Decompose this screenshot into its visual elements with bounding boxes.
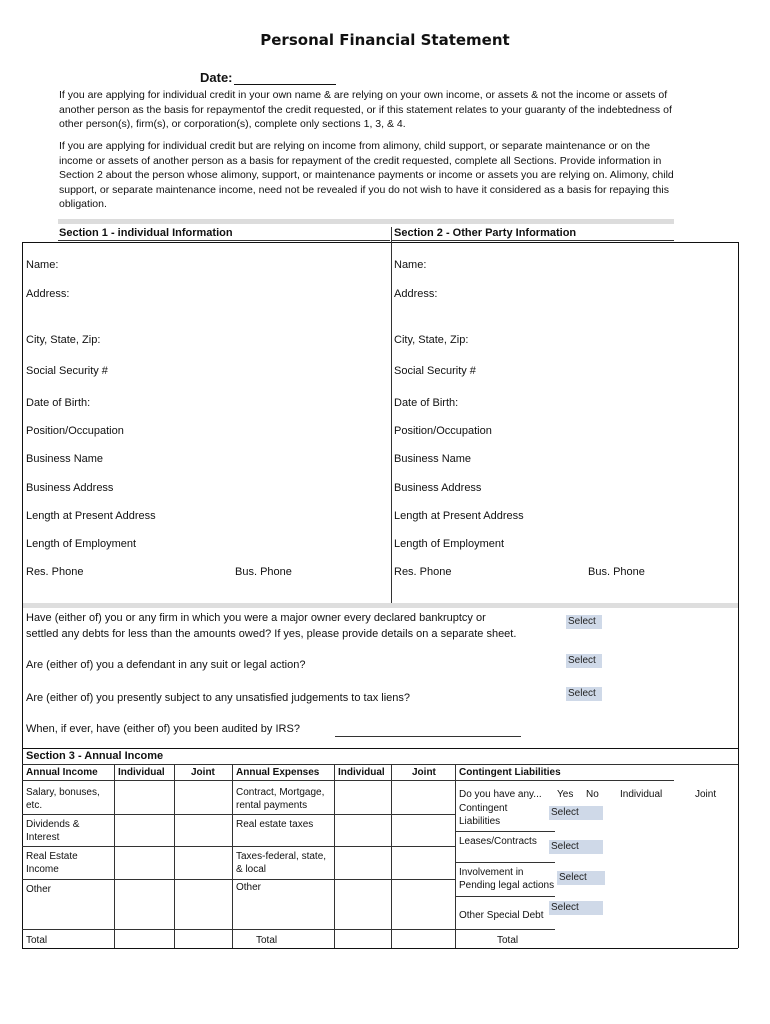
s1-length-employment-label: Length of Employment	[26, 538, 137, 550]
intro-paragraph-1: If you are applying for individual credit in your own name & are relying on your own income, or assets & not the income or assets of another person as the basis for repaymentof the credit requested, or if this statement relates to your guaranty of the indebtedness of other person(s), firm(s), or corporation(s), complete only sections 1, 3, & 4.	[59, 89, 672, 130]
box-top-border	[22, 242, 738, 243]
s2-bus-phone-label: Bus. Phone	[588, 566, 645, 578]
defendant-question: Are (either of) you a defendant in any suit or legal action?	[26, 659, 306, 671]
expense-row-real-estate-taxes: Real estate taxes	[236, 819, 314, 830]
contingent-liabilities-header: Contingent Liabilities	[459, 767, 561, 778]
contingent-rule-2	[455, 862, 555, 863]
questions-divider-band	[23, 603, 738, 608]
section-divider-band	[58, 219, 674, 224]
bankruptcy-question-line1: Have (either of) you or any firm in which you were a major owner every declared bankruptcy or	[26, 612, 486, 624]
section1-heading: Section 1 - individual Information	[59, 227, 233, 239]
audited-answer-line[interactable]	[335, 736, 521, 737]
section2-heading-rule	[392, 240, 674, 241]
col-line-5	[391, 764, 392, 948]
row-rule-2	[22, 846, 455, 847]
section3-heading-rule	[22, 764, 738, 765]
contingent-row-legal: Involvement in Pending legal actions	[459, 867, 555, 891]
section3-header-rule	[22, 780, 674, 781]
date-label: Date:	[200, 70, 233, 85]
s1-dob-label: Date of Birth:	[26, 397, 91, 409]
col-line-3	[232, 764, 233, 948]
annual-expenses-header: Annual Expenses	[236, 767, 320, 778]
s1-name-label: Name:	[26, 259, 59, 271]
defendant-select[interactable]: Select	[566, 654, 602, 668]
judgements-select[interactable]: Select	[566, 687, 602, 701]
expense-row-taxes: Taxes-federal, state, & local	[236, 851, 327, 875]
s2-dob-label: Date of Birth:	[394, 397, 459, 409]
expense-row-other: Other	[236, 882, 262, 893]
expense-row-mortgage: Contract, Mortgage, rental payments	[236, 787, 325, 811]
s2-ssn-label: Social Security #	[394, 365, 476, 377]
s2-business-name-label: Business Name	[394, 453, 472, 465]
contingent-individual-label: Individual	[620, 789, 663, 800]
leases-select[interactable]: Select	[549, 840, 603, 854]
income-total-label: Total	[26, 935, 48, 946]
s2-name-label: Name:	[394, 259, 427, 271]
income-joint-header: Joint	[191, 767, 215, 778]
contingent-row-leases: Leases/Contracts	[459, 836, 537, 847]
page-title: Personal Financial Statement	[260, 31, 510, 49]
contingent-rule-3	[455, 896, 555, 897]
judgements-question: Are (either of) you presently subject to any unsatisfied judgements to tax liens?	[26, 692, 410, 704]
s2-city-label: City, State, Zip:	[394, 334, 469, 346]
income-row-dividends: Dividends & Interest	[26, 819, 80, 843]
intro-paragraph-2: If you are applying for individual credit but are relying on income from alimony, child support, or separate maintenance or on the income or assets of another person as a basis for repayment of the credit requested, complete all Sections. Provide information in Section 2 about the person whose alimony, support, or maintenance payments or income or assets you are relying on. Alimony, child support, or separate maintenance income, need not be revealed if you do not wish to have it considered as a basis for repaying this obligation.	[59, 140, 674, 210]
income-row-salary: Salary, bonuses, etc.	[26, 787, 100, 811]
income-row-real-estate: Real Estate Income	[26, 851, 78, 875]
s2-position-label: Position/Occupation	[394, 425, 492, 437]
s2-res-phone-label: Res. Phone	[394, 566, 452, 578]
col-line-6	[455, 764, 456, 948]
box-bottom-border	[22, 948, 738, 949]
contingent-yes-label: Yes	[557, 789, 574, 800]
s1-ssn-label: Social Security #	[26, 365, 108, 377]
contingent-row-special-debt: Other Special Debt	[459, 910, 544, 921]
s2-address-label: Address:	[394, 288, 438, 300]
col-line-1	[114, 764, 115, 948]
contingent-question: Do you have any...	[459, 789, 542, 800]
bankruptcy-question-line2: settled any debts for less than the amounts owed? If yes, please provide details on a separate sheet.	[26, 628, 517, 640]
s2-length-employment-label: Length of Employment	[394, 538, 505, 550]
income-row-other: Other	[26, 884, 52, 895]
col-line-4	[334, 764, 335, 948]
s1-position-label: Position/Occupation	[26, 425, 124, 437]
contingent-rule-4	[455, 929, 555, 930]
expenses-individual-header: Individual	[338, 767, 385, 778]
s1-business-name-label: Business Name	[26, 453, 104, 465]
contingent-row-liabilities: Contingent Liabilities	[459, 803, 508, 827]
bankruptcy-select[interactable]: Select	[566, 615, 602, 629]
box-left-border	[22, 242, 23, 948]
section3-heading: Section 3 - Annual Income	[26, 750, 164, 762]
s1-address-label: Address:	[26, 288, 70, 300]
expenses-joint-header: Joint	[412, 767, 436, 778]
expenses-total-label: Total	[256, 935, 278, 946]
s1-bus-phone-label: Bus. Phone	[235, 566, 292, 578]
row-rule-1	[22, 814, 455, 815]
section2-heading: Section 2 - Other Party Information	[394, 227, 577, 239]
contingent-joint-label: Joint	[695, 789, 717, 800]
date-field[interactable]	[234, 84, 336, 85]
row-rule-4	[22, 929, 455, 930]
legal-actions-select[interactable]: Select	[557, 871, 605, 885]
s1-city-label: City, State, Zip:	[26, 334, 101, 346]
audited-question: When, if ever, have (either of) you been audited by IRS?	[26, 723, 300, 735]
section3-top-border	[22, 748, 738, 749]
contingent-rule-1	[455, 831, 555, 832]
contingent-no-label: No	[586, 789, 599, 800]
contingent-total-label: Total	[497, 935, 519, 946]
income-individual-header: Individual	[118, 767, 165, 778]
special-debt-select[interactable]: Select	[549, 901, 603, 915]
s1-res-phone-label: Res. Phone	[26, 566, 84, 578]
row-rule-3	[22, 879, 455, 880]
section1-heading-rule	[58, 240, 390, 241]
s2-length-address-label: Length at Present Address	[394, 510, 524, 522]
section-split-line	[391, 227, 392, 605]
col-line-2	[174, 764, 175, 948]
box-right-border	[738, 242, 739, 948]
annual-income-header: Annual Income	[26, 767, 98, 778]
s2-business-address-label: Business Address	[394, 482, 482, 494]
s1-business-address-label: Business Address	[26, 482, 114, 494]
s1-length-address-label: Length at Present Address	[26, 510, 156, 522]
contingent-liabilities-select[interactable]: Select	[549, 806, 603, 820]
